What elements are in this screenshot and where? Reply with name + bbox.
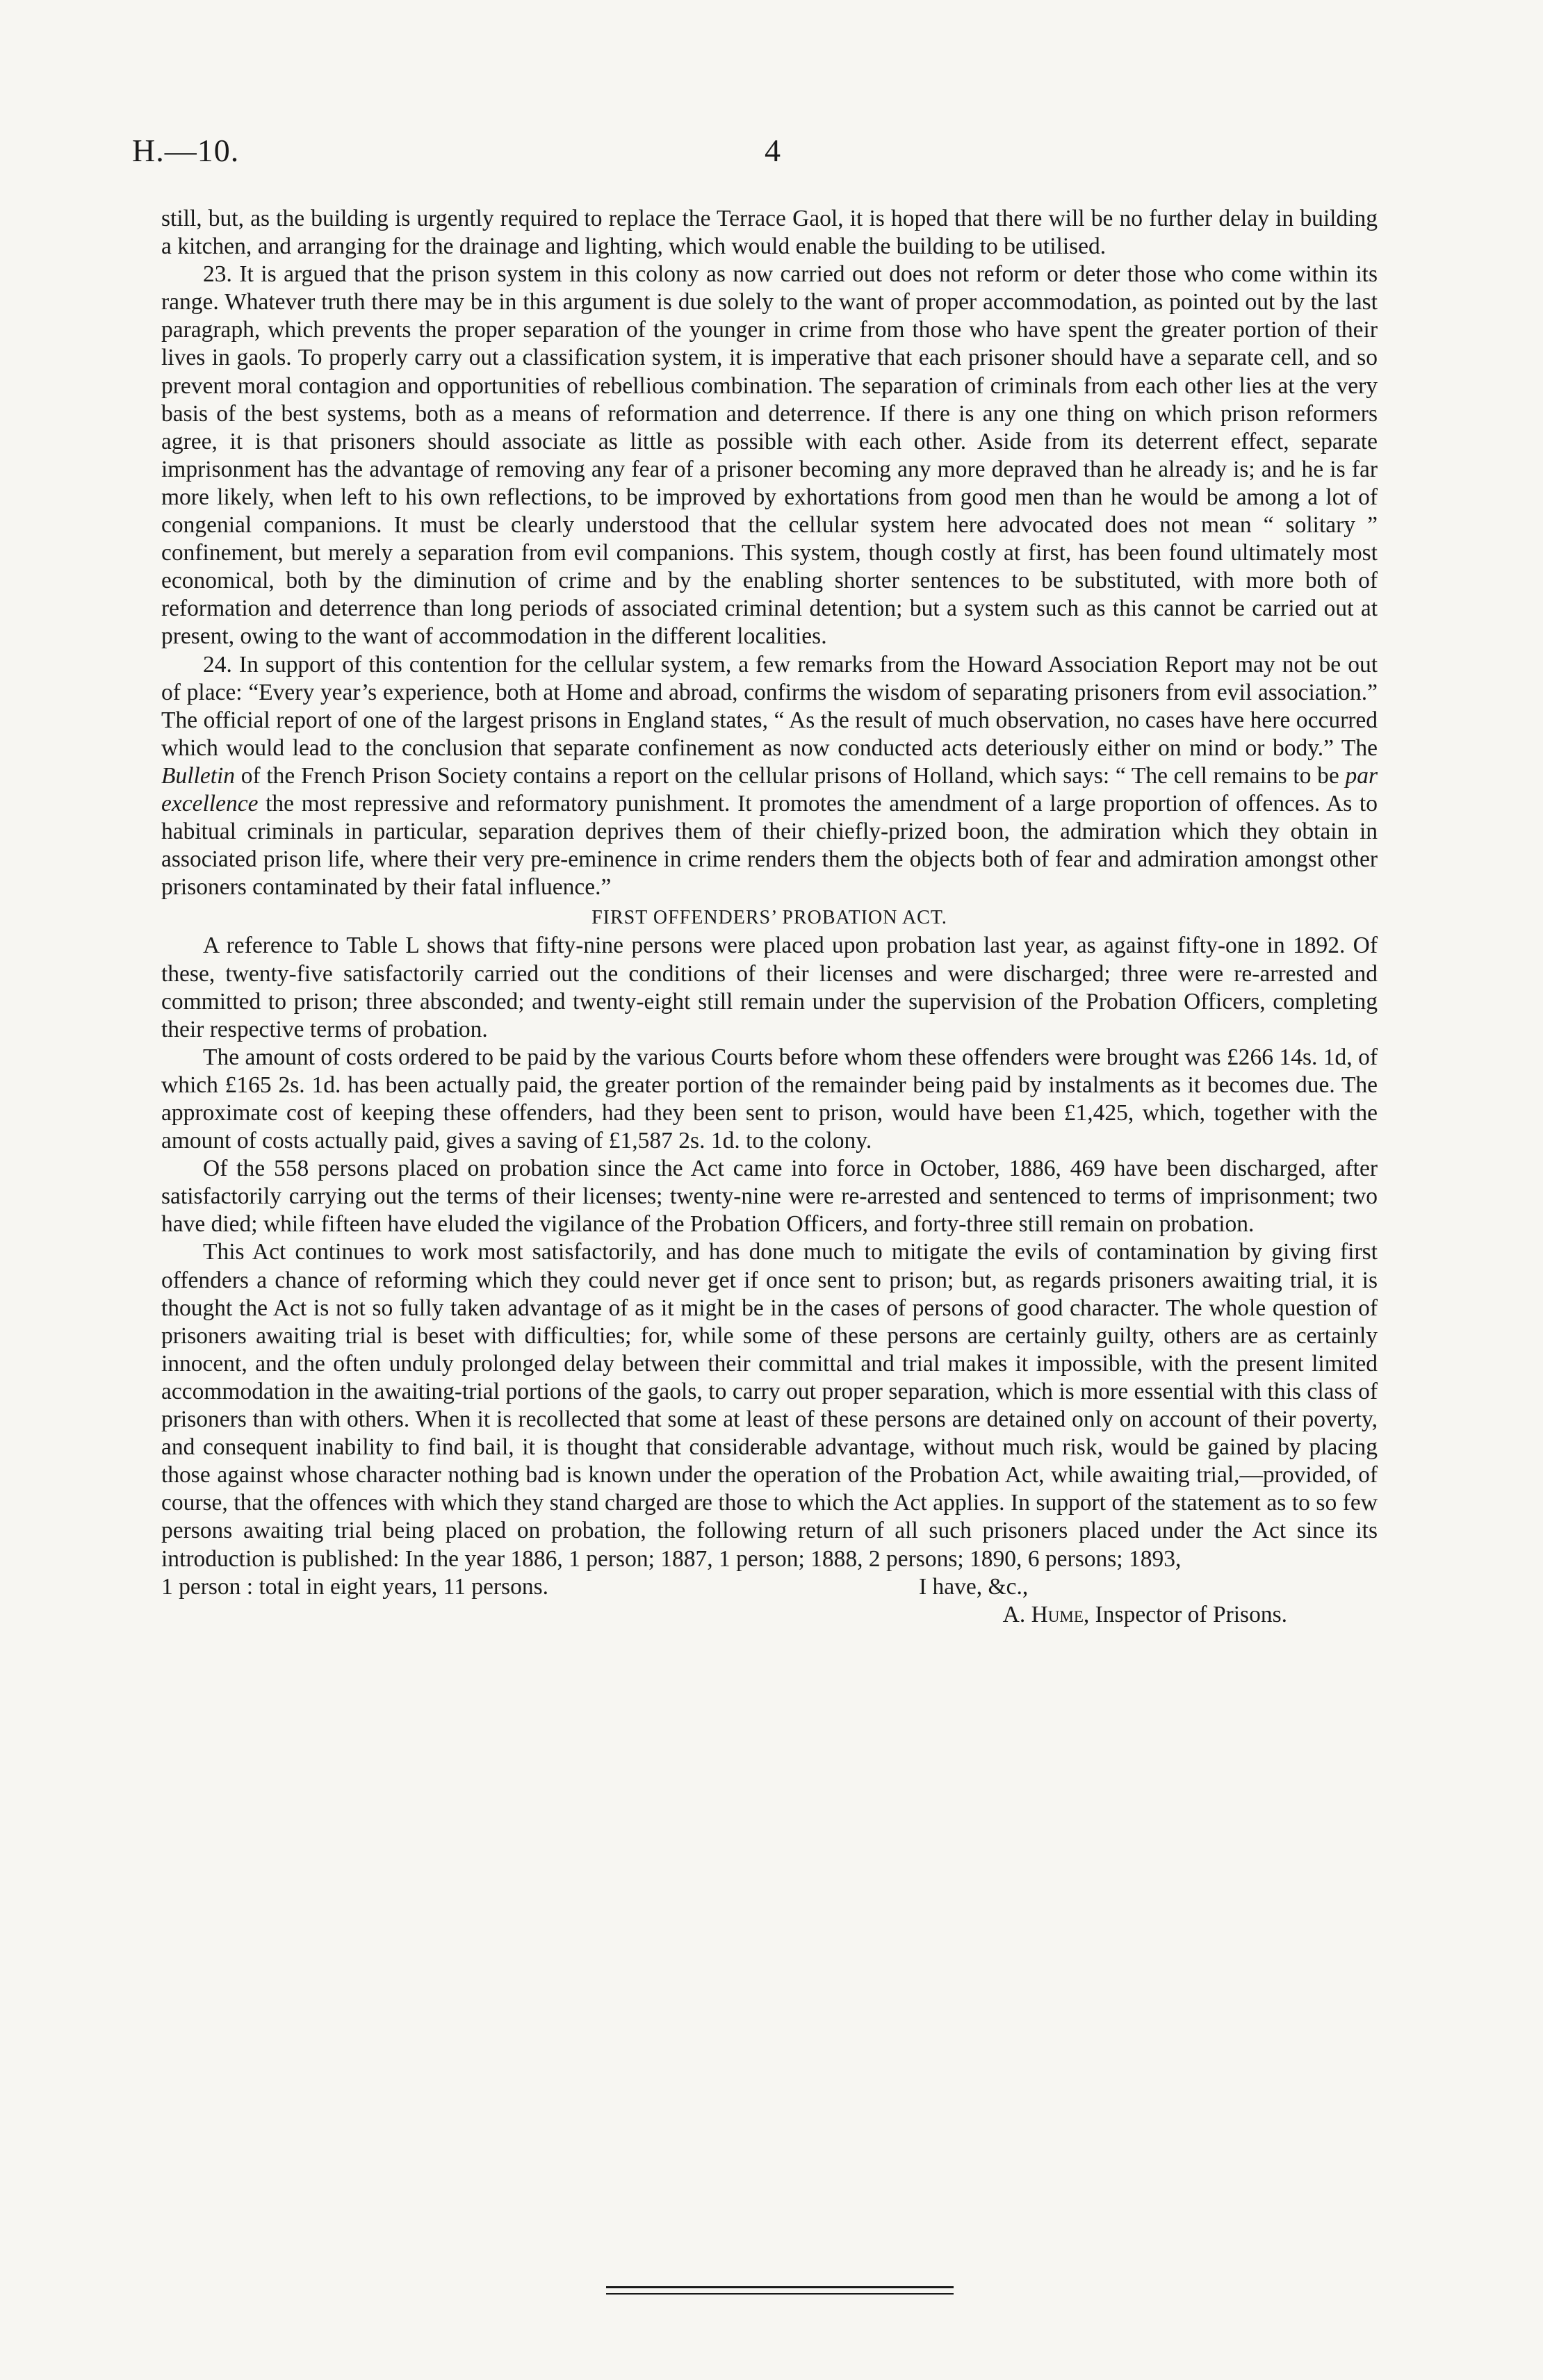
closing-formula: I have, &c., [919, 1573, 1029, 1600]
page-header [132, 132, 1397, 174]
signature-title: , Inspector of Prisons. [1083, 1601, 1287, 1627]
section-heading: FIRST OFFENDERS’ PROBATION ACT. [591, 907, 947, 929]
signature [161, 1601, 1378, 1629]
page-number: 4 [765, 133, 781, 168]
paragraph-24-text-b: of the French Prison Society contains a report on the cellular prisons of Holland, which says: “ The cell remains to be [235, 762, 1346, 789]
paragraph-continued: still, but, as the building is urgently required to replace the Terrace Gaol, it is hoped that there will be no further delay in building a kitchen, and arranging for the drainage and lighting, which would enable the building to be utilised. [161, 206, 1378, 260]
signature-surname: Hume [1031, 1601, 1084, 1627]
paragraph-24-text-c: the most repressive and reformatory punishment. It promotes the amendment of a large proportion of offences. As to habitual criminals in particular, separation deprives them of their chiefly-prized boon, the admiration which they obtain in associated prison life, where their very pre-eminence in crime renders them the objects both of fear and admiration amongst other prisoners contaminated by their fatal influence.” [161, 790, 1378, 901]
paragraph-probation-totals: Of the 558 persons placed on probation since the Act came into force in October, 1886, 469 have been discharged, after satisfactorily carrying out the terms of their licenses; twenty-nine were re-arrested and sentenced to terms of imprisonment; two have died; while fifteen have eluded the vigilance of the Probation Officers, and forty-three still remain on probation. [161, 1156, 1378, 1238]
closing-row [161, 1573, 1378, 1601]
paragraph-probation-awaiting-trial: This Act continues to work most satisfactorily, and has done much to mitigate the evils of contamination by giving first offenders a chance of reforming which they could never get if once sent to prison; but, as regards prisoners awaiting trial, it is thought the Act is not so fully taken advantage of as it might be in the cases of persons of good character. The whole question of prisoners awaiting trial is beset with difficulties; for, while some of these persons are certainly guilty, others are as certainly innocent, and the often unduly prolonged delay between their committal and trial makes it impossible, with the present limited accommodation in the awaiting-trial portions of the gaols, to carry out proper separation, which is more essential with this class of prisoners than with others. When it is recollected that some at least of these persons are detained only on account of their poverty, and consequent inability to find bail, it is thought that considerable advantage, without much risk, would be gained by placing those against whose character nothing bad is known under the operation of the Probation Act, while awaiting trial,—provided, of course, that the offences with which they stand charged are those to which the Act applies. In support of the statement as to so few persons awaiting trial being placed on probation, the following return of all such prisoners placed under the Act since its introduction is published: In the year 1886, 1 person; 1887, 1 person; 1888, 2 persons; 1890, 6 persons; 1893, [161, 1239, 1378, 1572]
closing-rule-bottom [606, 2293, 954, 2295]
closing-rule-top [606, 2286, 954, 2288]
bulletin-italic: Bulletin [161, 762, 236, 789]
paragraph-probation-costs: The amount of costs ordered to be paid by the various Courts before whom these offenders were brought was £266 14s. 1d, of which £165 2s. 1d. has been actually paid, the greater portion of the remainder being paid by instalments as it becomes due. The approximate cost of keeping these offenders, had they been sent to prison, would have been £1,425, which, together with the amount of costs actually paid, gives a saving of £1,587 2s. 1d. to the colony. [161, 1044, 1378, 1154]
page-body [161, 205, 1378, 1629]
par-excellence-italic: par excellence [161, 762, 1378, 816]
paragraph-24 [161, 651, 1378, 902]
paragraph-23: 23. It is argued that the prison system in this colony as now carried out does not reform or deter those who come within its range. Whatever truth there may be in this argument is due solely to the want of proper accommodation, as pointed out by the last paragraph, which prevents the proper separation of the younger in crime from those who have spent the greater portion of their lives in gaols. To properly carry out a classification system, it is imperative that each prisoner should have a separate cell, and so prevent moral contagion and opportunities of rebellious combination. The separation of criminals from each other lies at the very basis of the best systems, both as a means of reformation and deterrence. If there is any one thing on which prison reformers agree, it is that prisoners should associate as little as possible with each other. Aside from its deterrent effect, separate imprisonment has the advantage of removing any fear of a prisoner becoming any more depraved than he already is; and he is far more likely, when left to his own reflections, to be improved by exhortations from good men than he would be among a lot of congenial companions. It must be clearly understood that the cellular system here advocated does not mean “ solitary ” confinement, but merely a separation from evil companions. This system, though costly at first, has been found ultimately most economical, both by the diminution of crime and by the enabling shorter sentences to be substituted, with more both of reformation and deterrence than long periods of associated criminal detention; but a system such as this cannot be carried out at present, owing to the want of accommodation in the different localities. [161, 261, 1378, 650]
paragraph-probation-summary: A reference to Table L shows that fifty-nine persons were placed upon probation last year, as against fifty-one in 1892. Of these, twenty-five satisfactorily carried out the conditions of their licenses and were discharged; three were re-arrested and committed to prison; three absconded; and twenty-eight still remain under the supervision of the Probation Officers, completing their respective terms of probation. [161, 933, 1378, 1042]
signature-initial: A. [1002, 1601, 1031, 1627]
paragraph-24-text-a: 24. In support of this contention for the cellular system, a few remarks from the Howard Association Report may not be out of place: “Every year’s experience, both at Home and abroad, confirms the wisdom of separating prisoners from evil association.” The official report of one of the largest prisons in England states, “ As the result of much observation, no cases have here occurred which would lead to the conclusion that separate confinement as now conducted acts deteriously either on mind or body.” The [161, 651, 1378, 761]
document-reference: H.—10. [132, 133, 240, 168]
paragraph-last-line: 1 person : total in eight years, 11 persons. [161, 1573, 548, 1600]
